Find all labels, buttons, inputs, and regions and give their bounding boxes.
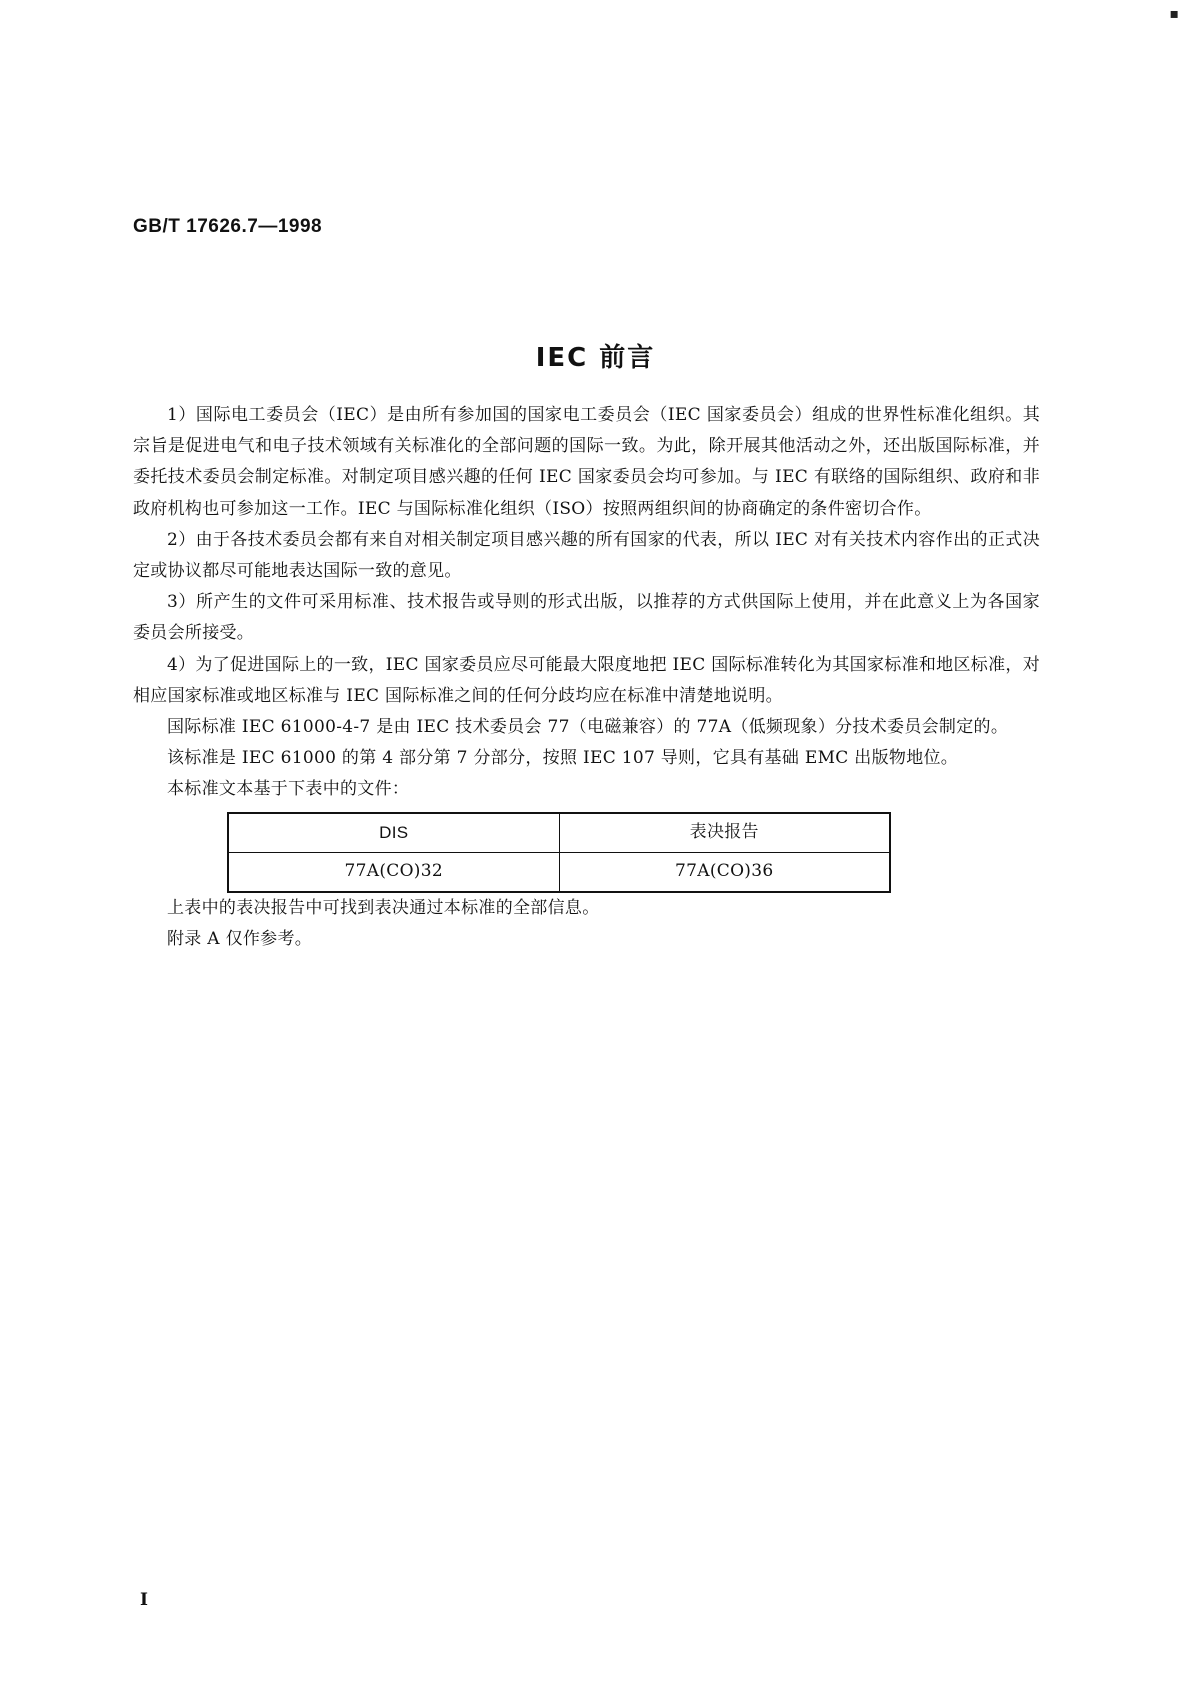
table-header-dis: DIS [228, 813, 559, 853]
after-table-note-1: 上表中的表决报告中可找到表决通过本标准的全部信息。 [167, 897, 600, 918]
paragraph-3: 3）所产生的文件可采用标准、技术报告或导则的形式出版，以推荐的方式供国际上使用，并在此意义上为各国家委员会所接受。 [133, 592, 1040, 644]
standard-number-header: GB/T 17626.7—1998 [133, 216, 323, 237]
table-cell-voting-report: 77A(CO)36 [559, 852, 890, 892]
table-header-row [228, 813, 890, 853]
paragraph-2: 2）由于各技术委员会都有来自对相关制定项目感兴趣的所有国家的代表，所以 IEC 对有关技术内容作出的正式决定或协议都尽可能地表达国际一致的意见。 [133, 529, 1040, 582]
after-table-note-2: 附录 A 仅作参考。 [167, 928, 313, 949]
document-reference-table [227, 812, 891, 893]
table-header-voting-report: 表决报告 [559, 813, 890, 853]
paragraph-6: 该标准是 IEC 61000 的第 4 部分第 7 分部分，按照 IEC 107 导则，它具有基础 EMC 出版物地位。 [167, 748, 959, 769]
paragraph-4: 4）为了促进国际上的一致，IEC 国家委员应尽可能最大限度地把 IEC 国际标准转化为其国家标准和地区标准，对相应国家标准或地区标准与 IEC 国际标准之间的任何分歧均应在标准中清楚地说明。 [133, 654, 1040, 706]
page-title: IEC 前言 [535, 343, 656, 373]
paragraph-7: 本标准文本基于下表中的文件： [167, 779, 410, 800]
paragraph-1: 1）国际电工委员会（IEC）是由所有参加国的国家电工委员会（IEC 国家委员会）组成的世界性标准化组织。其宗旨是促进电气和电子技术领域有关标准化的全部问题的国际一致。为此，除开展其他活动之外，还出版国际标准，并委托技术委员会制定标准。对制定项目感兴趣的任何 IEC 国家委员会均可参加。与 IEC 有联络的国际组织、政府和非政府机构也可参加这一工作。IEC 与国际标准化组织（ISO）按照两组织间的协商确定的条件密切合作。 [133, 405, 1040, 519]
foreword-body [133, 400, 1040, 955]
paragraph-5: 国际标准 IEC 61000-4-7 是由 IEC 技术委员会 77（电磁兼容）的 77A（低频现象）分技术委员会制定的。 [167, 717, 1009, 738]
table-row [228, 852, 890, 892]
page-number: I [140, 1590, 148, 1610]
scan-corner-mark: ▪ [1169, 6, 1179, 22]
table-cell-dis: 77A(CO)32 [228, 852, 559, 892]
